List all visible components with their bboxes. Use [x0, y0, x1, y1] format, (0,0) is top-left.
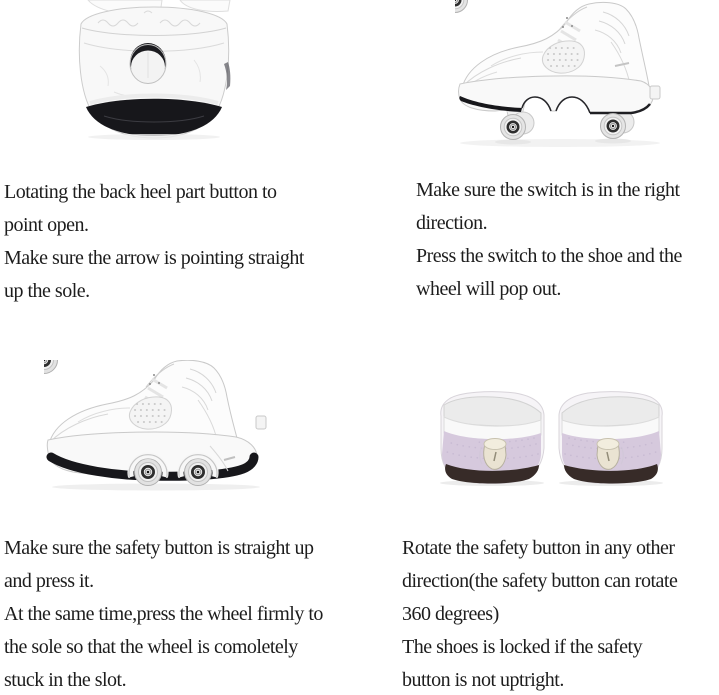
instruction-line: direction. [416, 212, 488, 234]
photo-heel-button-closeup [74, 0, 234, 140]
instruction-line: Rotate the safety button in any other [402, 537, 675, 559]
instruction-line: Make sure the arrow is pointing straight [4, 247, 304, 269]
instruction-line: the sole so that the wheel is comoletely [4, 636, 298, 658]
photo-sneaker-wheels-retracted [44, 360, 269, 492]
instruction-line: point open. [4, 214, 89, 236]
instruction-line: direction(the safety button can rotate [402, 570, 678, 592]
instruction-line: stuck in the slot. [4, 669, 127, 691]
instruction-line: At the same time,press the wheel firmly to [4, 603, 323, 625]
photo-sneaker-wheels-out [455, 0, 665, 148]
instruction-line: up the sole. [4, 280, 90, 302]
instruction-line: Make sure the safety button is straight up [4, 537, 314, 559]
instruction-line: The shoes is locked if the safety [402, 636, 643, 658]
instruction-line: Make sure the switch is in the right [416, 179, 680, 201]
instruction-step-1 [4, 176, 304, 308]
instruction-line: button is not uptright. [402, 669, 564, 691]
photo-heel-pair-safety-buttons [437, 388, 667, 488]
heel-button-closeup-illustration [74, 0, 234, 140]
instruction-line: and press it. [4, 570, 94, 592]
instruction-line: Press the switch to the shoe and the [416, 245, 682, 267]
heel-pair-illustration [437, 388, 667, 488]
instruction-step-4 [402, 532, 677, 695]
instruction-step-2 [416, 174, 682, 306]
sneaker-wheels-out-illustration [455, 0, 665, 148]
instruction-line: 360 degrees) [402, 603, 499, 625]
instruction-line: wheel will pop out. [416, 278, 561, 300]
instruction-step-3 [4, 532, 323, 695]
sneaker-wheels-retracted-illustration [44, 360, 269, 492]
instruction-line: Lotating the back heel part button to [4, 181, 277, 203]
